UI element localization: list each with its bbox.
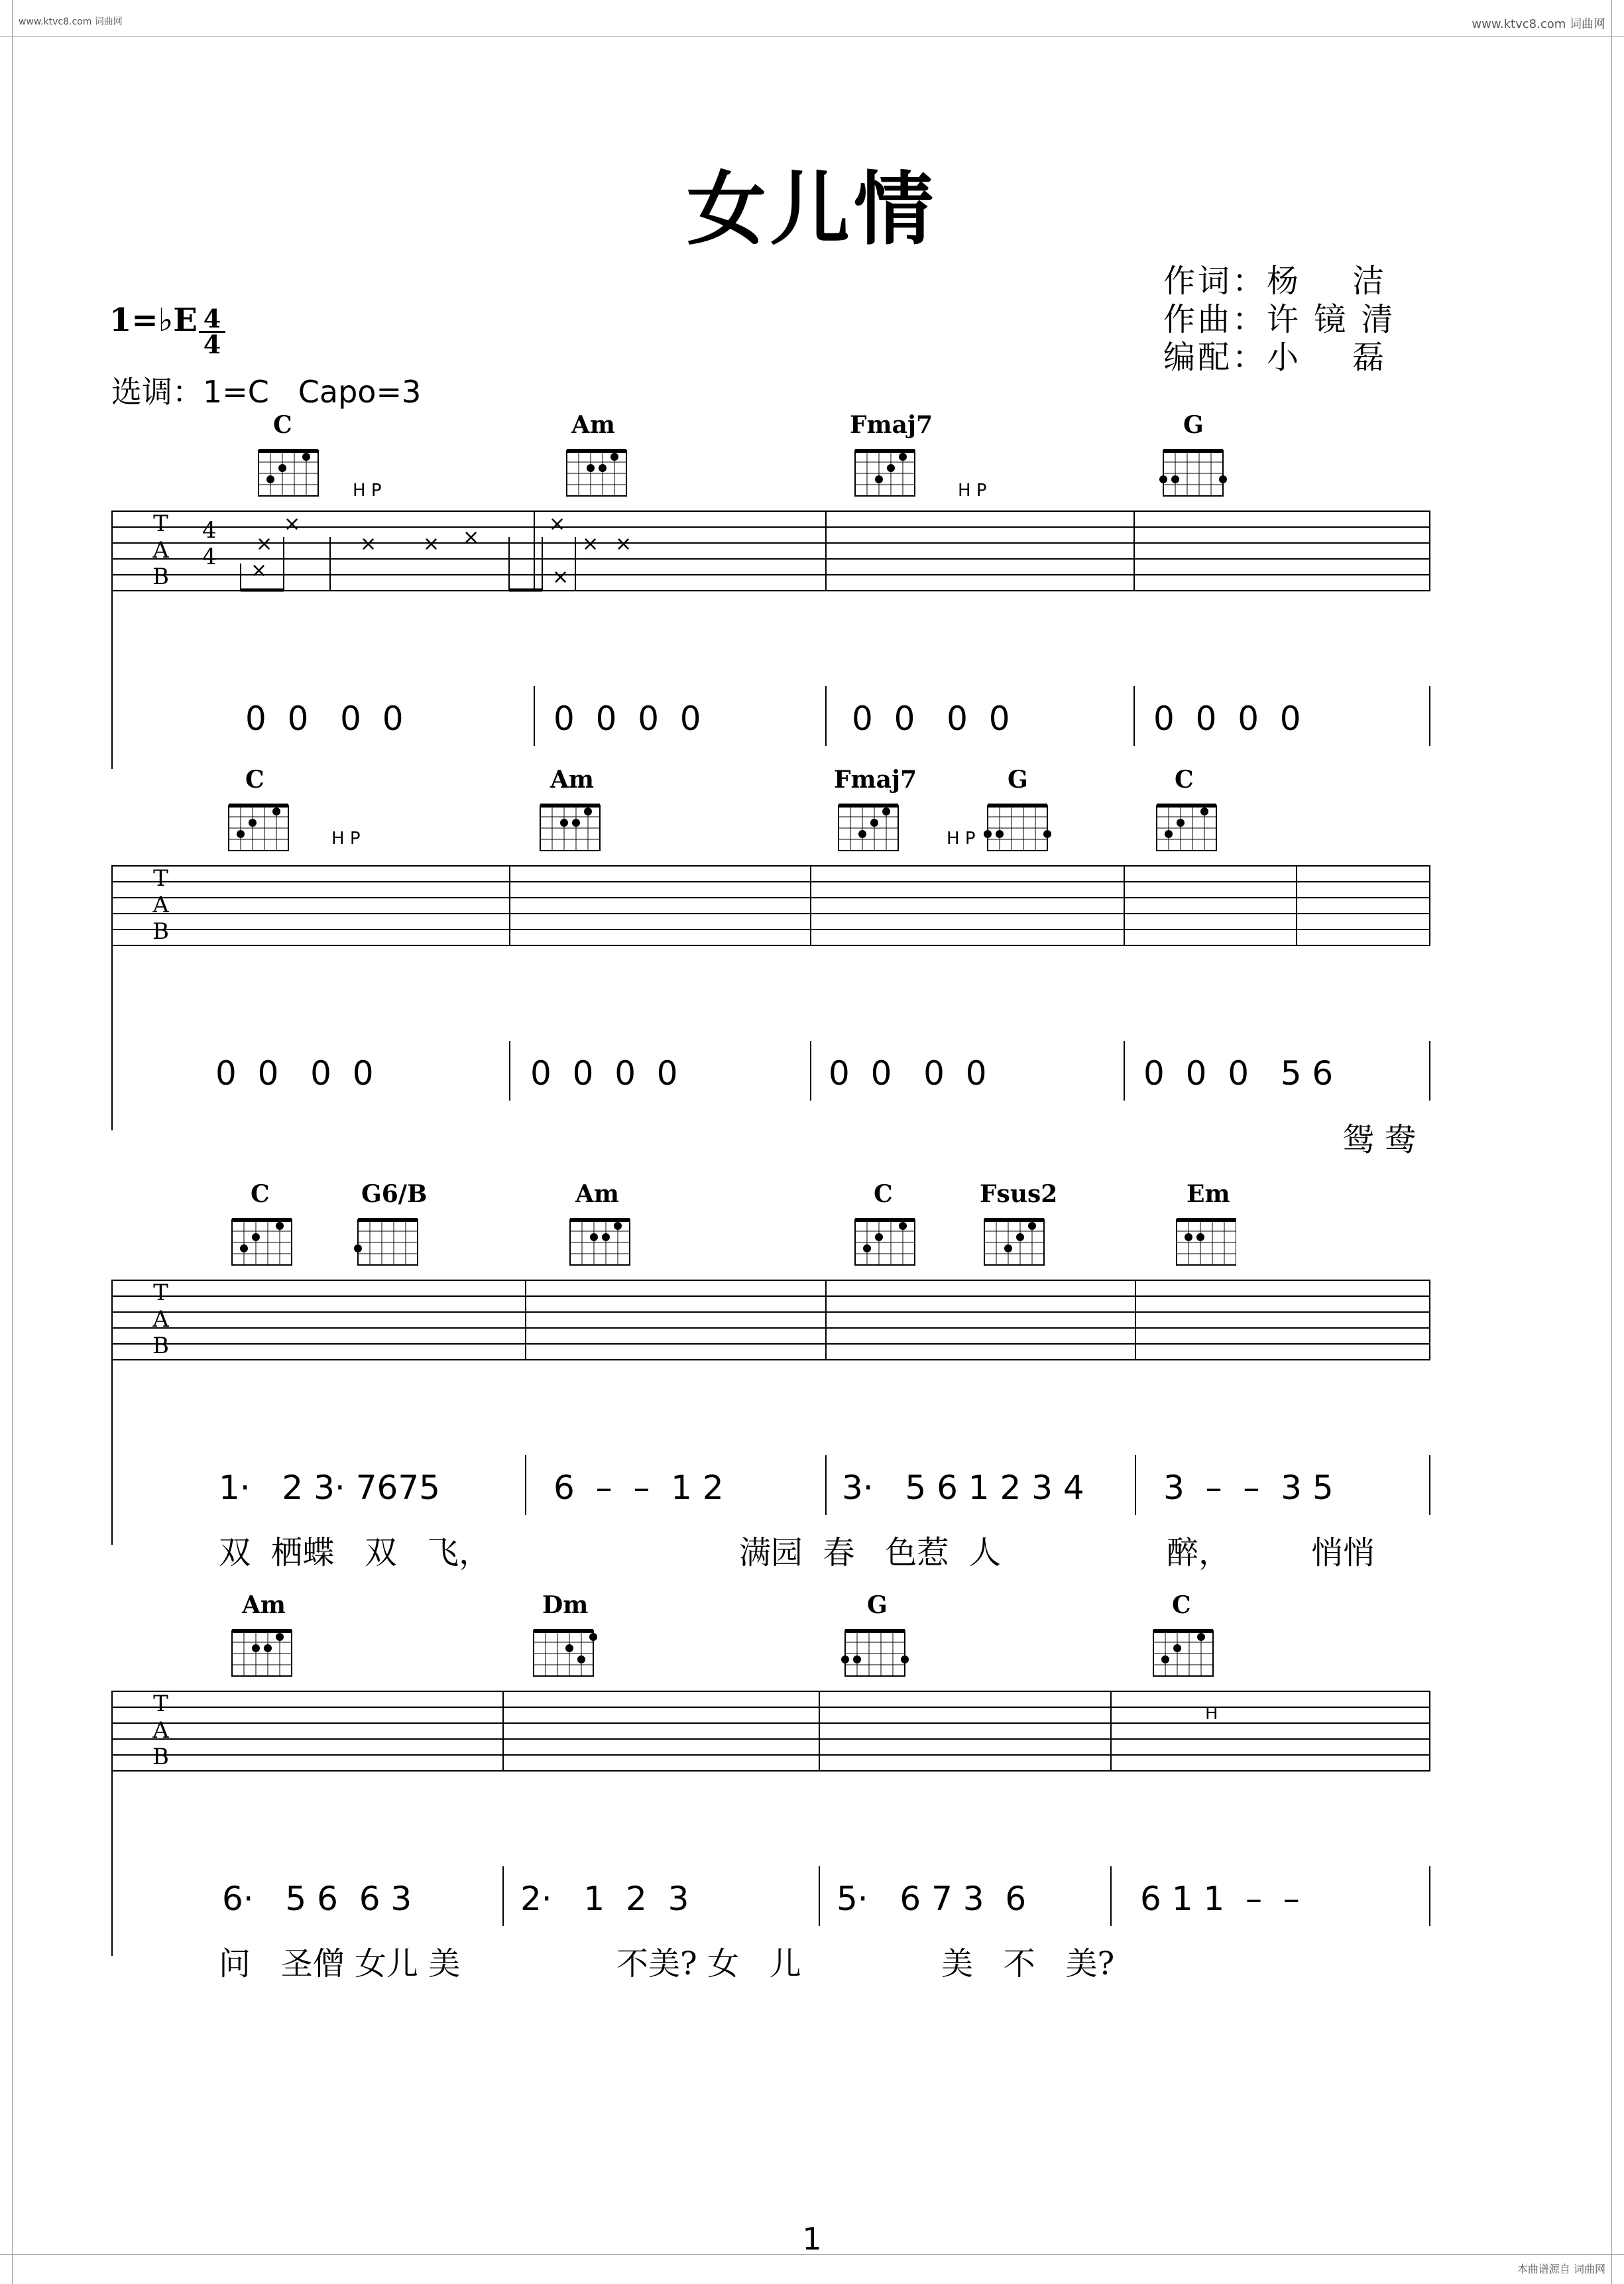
jianpu-measure: 0 0 0 0: [215, 1054, 374, 1093]
system-row-1: [0, 408, 1624, 779]
svg-text:×: ×: [463, 526, 480, 549]
lyric-line: 美 不 美?: [941, 1945, 1115, 1982]
lyric-line: 鸳 鸯: [1342, 1121, 1417, 1158]
svg-text:×: ×: [582, 532, 599, 556]
svg-text:×: ×: [615, 532, 632, 556]
chord-name: Am: [575, 1180, 620, 1208]
jianpu-measure: 1· 2 3· 7675: [219, 1469, 440, 1507]
tab-staff: [111, 865, 1430, 947]
lyric-line: 不美? 女 儿: [616, 1945, 801, 1982]
chord-name: G: [1008, 766, 1028, 794]
chord-diagrams: [225, 796, 1233, 855]
chord-name: Am: [571, 411, 616, 439]
song-title: 女儿情: [687, 162, 937, 256]
chord-diagram-C: [259, 451, 318, 496]
chord-name: Fmaj7: [834, 766, 917, 794]
tab-notes: [111, 511, 1430, 603]
lyricist-credit: 作词：杨 洁: [1163, 263, 1387, 300]
chord-diagrams: [255, 441, 1263, 501]
chord-name: C: [874, 1180, 893, 1208]
composer-credit: 作曲：许 镜 清: [1163, 301, 1396, 338]
system-row-3: [0, 1177, 1624, 1571]
chord-name: C: [273, 411, 292, 439]
tab-time-signature: 4 4: [202, 517, 217, 570]
svg-text:×: ×: [256, 532, 273, 556]
lyric-line: 满园 春 色惹 人: [739, 1534, 1001, 1571]
chord-name: G6/B: [361, 1180, 428, 1208]
page-number: 1: [802, 2221, 822, 2257]
time-bottom: 4: [203, 330, 221, 359]
svg-text:×: ×: [284, 512, 301, 536]
time-top: 4: [199, 307, 225, 333]
lyric-line: 醉， 悄悄: [1167, 1534, 1375, 1571]
tab-staff: [111, 1280, 1430, 1362]
system-row-2: [0, 762, 1624, 1158]
chord-name: Fmaj7: [850, 411, 933, 439]
tab-clef: T A B: [152, 1691, 169, 1770]
jianpu-measure: 0 0 0 0: [553, 699, 701, 738]
chord-name: C: [1172, 1591, 1191, 1619]
header-site-left: www.ktvc8.com 词曲网: [19, 17, 123, 27]
jianpu-measure: 0 0 0 0: [829, 1054, 987, 1093]
chord-diagram-G: [1159, 451, 1227, 496]
chord-name: C: [251, 1180, 270, 1208]
jianpu-measure: 5· 6 7 3 6: [837, 1880, 1027, 1918]
chord-name: Em: [1187, 1180, 1230, 1208]
jianpu-measure: 6 – – 1 2: [553, 1469, 724, 1507]
system-row-4: [0, 1588, 1624, 1982]
svg-text:×: ×: [251, 559, 268, 582]
chord-name: G: [867, 1591, 888, 1619]
tab-clef: T A B: [152, 1280, 169, 1359]
hammer-pull-mark: H P: [331, 829, 361, 849]
chord-diagram-Fmaj7: [855, 451, 915, 496]
top-rule: [0, 36, 1624, 37]
key-signature: 1=♭E: [109, 302, 198, 339]
svg-text:×: ×: [549, 512, 566, 536]
jianpu-measure: 3· 5 6 1 2 3 4: [842, 1469, 1084, 1507]
hammer-pull-mark: H P: [947, 829, 976, 849]
lyric-line: 问 圣僧 女儿 美: [219, 1945, 461, 1982]
jianpu-measure: 0 0 0 0: [245, 699, 404, 738]
hammer-pull-mark: H P: [958, 481, 987, 501]
svg-text:×: ×: [360, 532, 377, 556]
chord-name: C: [1175, 766, 1194, 794]
footer-site-note: 本曲谱源自 词曲网: [1517, 2263, 1605, 2275]
chord-name: C: [245, 766, 264, 794]
header-site-right: www.ktvc8.com 词曲网: [1472, 17, 1605, 31]
tab-clef: T A B: [152, 865, 169, 945]
jianpu-measure: 6· 5 6 6 3: [222, 1880, 412, 1918]
tab-staff: [111, 1691, 1430, 1773]
jianpu-measure: 0 0 0 5 6: [1143, 1054, 1334, 1093]
jianpu-measure: 2· 1 2 3: [520, 1880, 689, 1918]
svg-text:×: ×: [552, 566, 569, 589]
time-signature: [199, 304, 225, 359]
chord-name: Am: [242, 1591, 286, 1619]
hammer-pull-mark: H P: [353, 481, 382, 501]
capo-line: 选调：1=C Capo=3: [111, 374, 422, 410]
lyric-line: 双 栖蝶 双 飞，: [219, 1534, 491, 1571]
jianpu-measure: 0 0 0 0: [530, 1054, 678, 1093]
jianpu-measure: 0 0 0 0: [1153, 699, 1301, 738]
svg-text:×: ×: [423, 532, 440, 556]
arranger-credit: 编配：小 磊: [1163, 339, 1387, 376]
chord-diagrams: [229, 1621, 1236, 1681]
chord-diagrams: [229, 1210, 1236, 1270]
chord-name: G: [1183, 411, 1204, 439]
tab-clef: T A B: [152, 511, 169, 590]
hammer-mark: H: [1205, 1704, 1218, 1724]
jianpu-measure: 6 1 1 – –: [1140, 1880, 1300, 1918]
chord-name: Fsus2: [980, 1180, 1058, 1208]
chord-diagram-Am: [567, 451, 626, 496]
jianpu-measure: 0 0 0 0: [852, 699, 1010, 738]
jianpu-measure: 3 – – 3 5: [1163, 1469, 1334, 1507]
chord-name: Am: [550, 766, 595, 794]
chord-name: Dm: [542, 1591, 589, 1619]
